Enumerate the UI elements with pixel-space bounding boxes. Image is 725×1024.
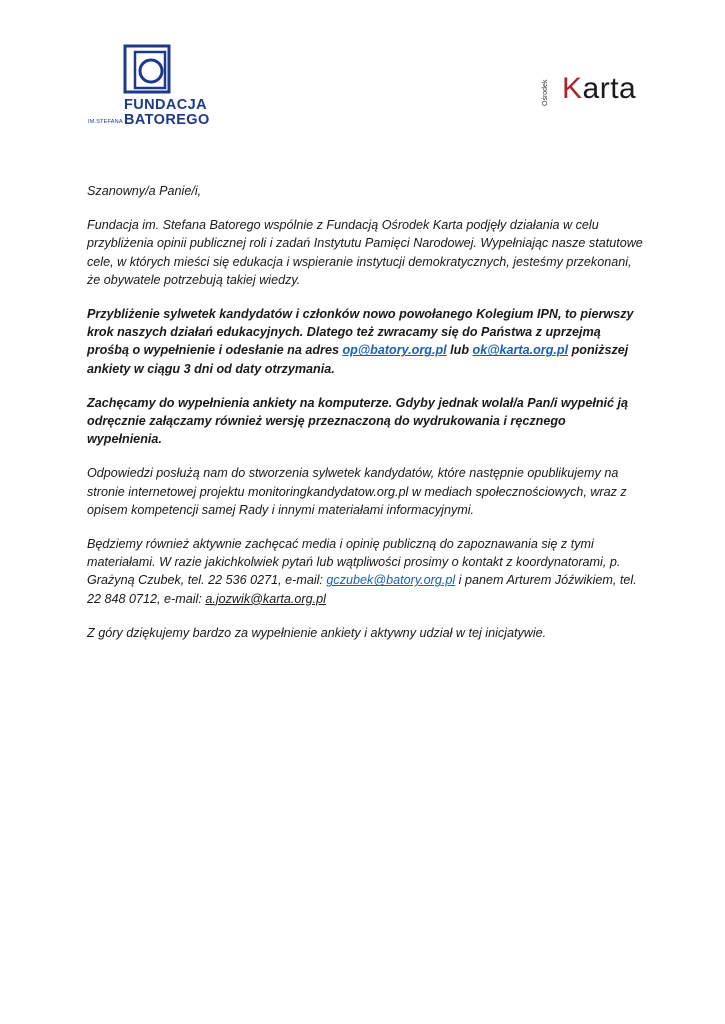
email-link-karta[interactable]: ok@karta.org.pl (472, 343, 569, 358)
letter-body (87, 182, 643, 658)
batory-logo-line2: BATOREGO (124, 112, 210, 128)
paragraph-request (87, 305, 643, 378)
paragraph-contact-text-b: i panem Arturem Jóźwikiem, tel. 22 848 0712, e-mail: (87, 573, 637, 606)
paragraph-request-text-c: poniższej ankiety w ciągu 3 dni od daty otrzymania. (87, 343, 629, 376)
karta-logo-rest: arta (582, 72, 637, 105)
karta-logo-initial: K (562, 72, 583, 105)
paragraph-contact-text-a: Będziemy również aktywnie zachęcać media i opinię publiczną do zapoznawania się z tymi materiałami. W razie jakichkolwiek pytań lub wątpliwości prosimy o kontakt z koordynatorami, p. Grażyną Czubek, tel. 22 536 0271, e-mail: (87, 537, 621, 588)
paragraph-intro: Fundacja im. Stefana Batorego wspólnie z Fundacją Ośrodek Karta podjęły działania w celu przybliżenia opinii publicznej roli i zadań Instytutu Pamięci Narodowej. Wypełniając nasze statutowe cele, w których mieści się edukacja i wspieranie instytucji demokratycznych, jesteśmy przekonani, że obywatele potrzebują takiej wiedzy. (87, 218, 643, 287)
paragraph-purpose: Odpowiedzi posłużą nam do stworzenia sylwetek kandydatów, które następnie opublikujemy na stronie internetowej projektu monitoringkandydatow.org.pl w mediach społecznościowych, wraz z opisem kompetencji samej Rady i innymi materiałami informacyjnymi. (87, 466, 627, 517)
email-link-batory[interactable]: op@batory.org.pl (342, 343, 447, 358)
karta-logo-small: Ośrodek (542, 79, 549, 106)
paragraph-contact (87, 535, 643, 608)
paragraph-encourage: Zachęcamy do wypełnienia ankiety na komputerze. Gdyby jednak wolał/a Pan/i wypełnić ją odręcznie załączamy również wersję przeznaczoną do wydrukowania i ręcznego wypełnienia. (87, 395, 629, 447)
paragraph-thanks: Z góry dziękujemy bardzo za wypełnienie ankiety i aktywny udział w tej inicjatywie. (87, 625, 547, 640)
batory-logo-small: IM.STEFANA (88, 119, 123, 125)
batory-logo-line1: FUNDACJA (124, 97, 207, 113)
salutation: Szanowny/a Panie/i, (87, 184, 202, 198)
paragraph-request-text-a: Przybliżenie sylwetek kandydatów i członków nowo powołanego Kolegium IPN, to pierwszy krok naszych działań edukacyjnych. Dlatego też zwracamy się do Państwa z uprzejmą prośbą o wypełnienie i odesłanie na adres (87, 307, 634, 358)
email-link-gczubek[interactable]: gczubek@batory.org.pl (326, 573, 456, 588)
karta-logo (562, 74, 636, 104)
email-link-jozwik[interactable]: a.jozwik@karta.org.pl (205, 591, 326, 606)
paragraph-request-text-b: lub (446, 343, 473, 358)
